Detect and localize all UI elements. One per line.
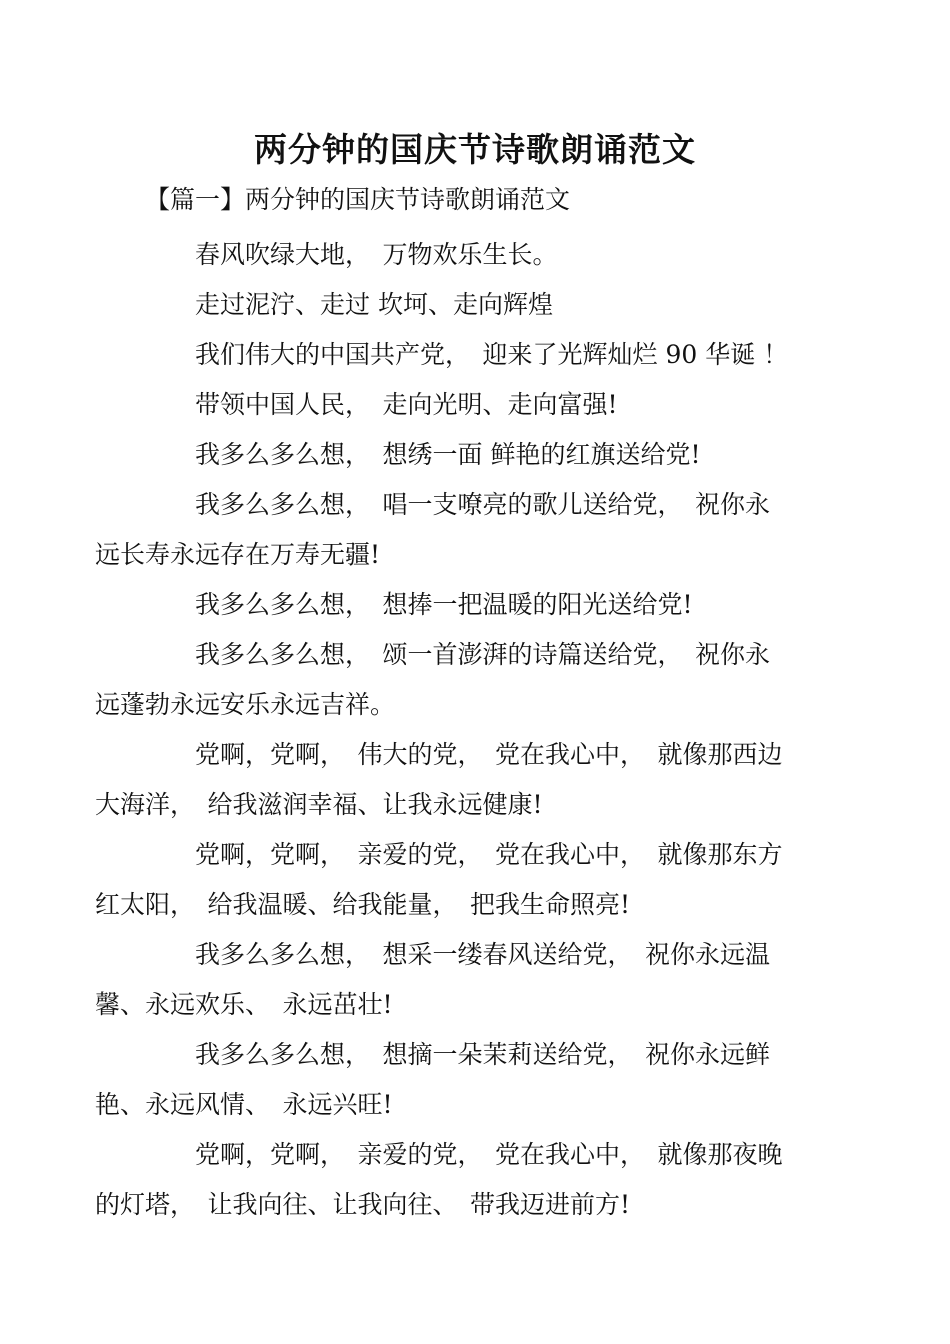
paragraph-line: 我多么多么想， 想绣一面 鲜艳的红旗送给党! xyxy=(195,440,701,469)
paragraph-line: 党啊，党啊， 伟大的党， 党在我心中， 就像那西边 xyxy=(195,740,783,769)
paragraph-line: 春风吹绿大地， 万物欢乐生长。 xyxy=(195,240,558,269)
poem-body xyxy=(95,230,807,1230)
paragraph xyxy=(95,1030,807,1130)
paragraph-line: 远蓬勃永远安乐永远吉祥。 xyxy=(95,690,396,719)
paragraph xyxy=(145,430,807,480)
paragraph xyxy=(145,330,807,380)
paragraph xyxy=(95,1130,807,1230)
paragraph xyxy=(95,480,807,580)
paragraph-line: 我们伟大的中国共产党， 迎来了光辉灿烂 90 华诞 ！ xyxy=(195,340,789,369)
paragraph-line: 远长寿永远存在万寿无疆! xyxy=(95,540,381,569)
paragraph-line: 我多么多么想， 想捧一把温暖的阳光送给党! xyxy=(195,590,693,619)
paragraph-line: 党啊，党啊， 亲爱的党， 党在我心中， 就像那东方 xyxy=(195,840,783,869)
paragraph xyxy=(95,630,807,730)
paragraph-line: 我多么多么想， 想摘一朵茉莉送给党， 祝你永远鲜 xyxy=(195,1040,771,1069)
paragraph-line: 带领中国人民， 走向光明、走向富强! xyxy=(195,390,618,419)
paragraph xyxy=(95,930,807,1030)
paragraph-line: 大海洋， 给我滋润幸福、让我永远健康! xyxy=(95,790,543,819)
paragraph-line: 的灯塔， 让我向往、让我向往、 带我迈进前方! xyxy=(95,1190,631,1219)
paragraph xyxy=(145,230,807,280)
paragraph-line: 红太阳， 给我温暖、给我能量， 把我生命照亮! xyxy=(95,890,631,919)
paragraph-line: 走过泥泞、走过 坎坷、走向辉煌 xyxy=(195,290,553,319)
paragraph-line: 我多么多么想， 颂一首澎湃的诗篇送给党， 祝你永 xyxy=(195,640,771,669)
section-heading: 【篇一】两分钟的国庆节诗歌朗诵范文 xyxy=(145,185,571,214)
paragraph xyxy=(95,730,807,830)
page-title: 两分钟的国庆节诗歌朗诵范文 xyxy=(254,130,696,169)
paragraph-line: 我多么多么想， 想采一缕春风送给党， 祝你永远温 xyxy=(195,940,771,969)
paragraph-line: 馨、永远欢乐、 永远茁壮! xyxy=(95,990,393,1019)
paragraph-line: 党啊，党啊， 亲爱的党， 党在我心中， 就像那夜晚 xyxy=(195,1140,783,1169)
paragraph-line: 艳、永远风情、 永远兴旺! xyxy=(95,1090,393,1119)
paragraph xyxy=(145,380,807,430)
paragraph xyxy=(145,280,807,330)
paragraph xyxy=(145,580,807,630)
paragraph-line: 我多么多么想， 唱一支嘹亮的歌儿送给党， 祝你永 xyxy=(195,490,771,519)
paragraph xyxy=(95,830,807,930)
